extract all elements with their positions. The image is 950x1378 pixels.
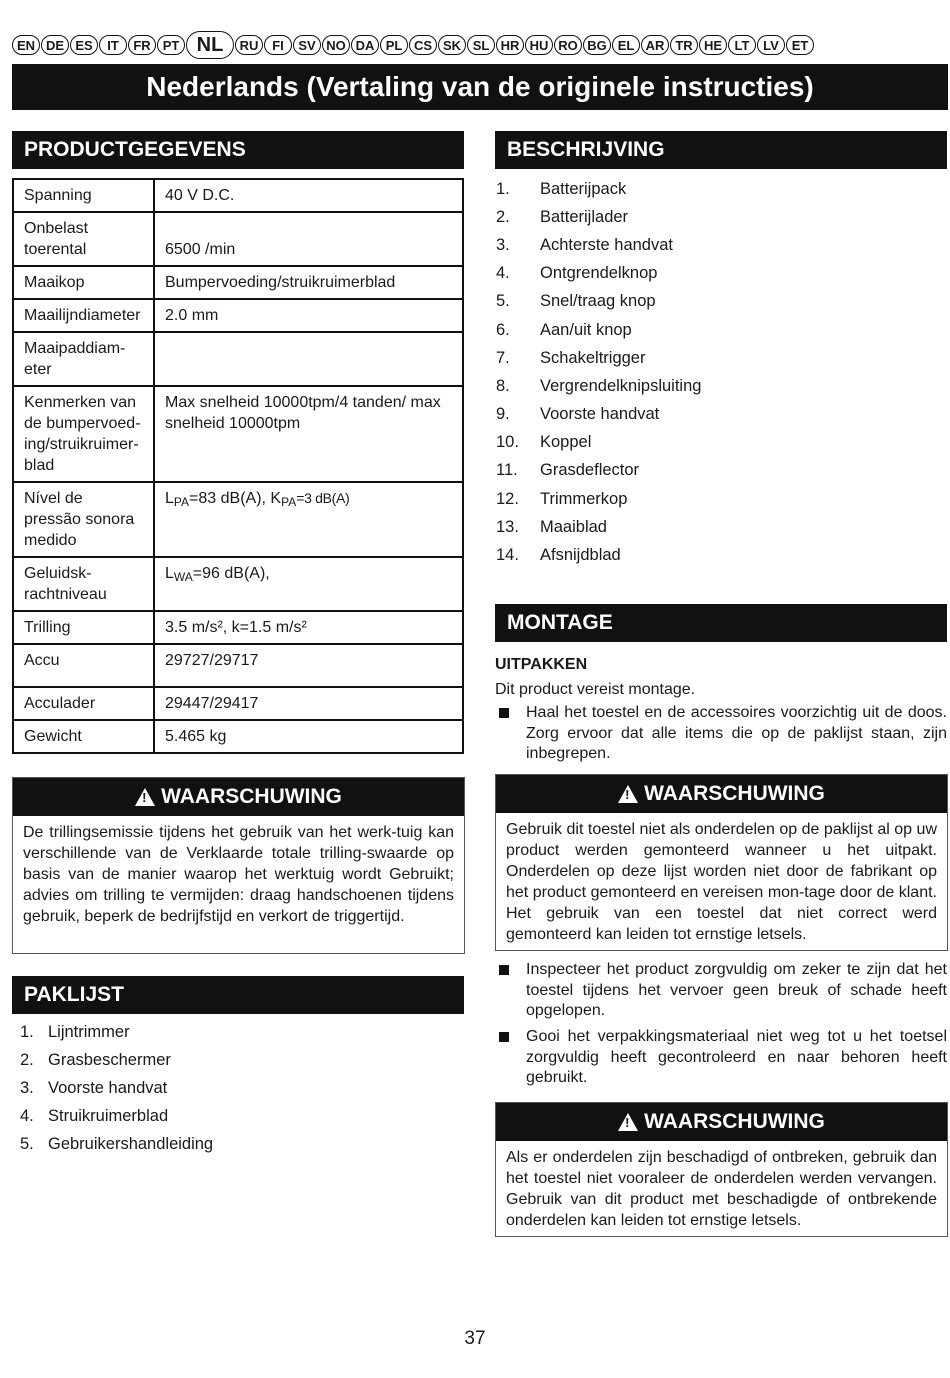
uitpakken-subheading: UITPAKKEN	[495, 656, 588, 673]
list-item-text: Struikruimerblad	[48, 1107, 169, 1126]
table-row	[13, 720, 463, 753]
list-item-text: Maaiblad	[540, 517, 607, 536]
language-tab-hu[interactable]: HU	[525, 35, 553, 55]
list-item-number: 7.	[496, 348, 510, 367]
spec-value: 29447/29417	[154, 687, 463, 720]
list-item-text: Schakeltrigger	[540, 348, 646, 367]
list-item-text: Gebruikershandleiding	[48, 1135, 214, 1154]
language-tab-en[interactable]: EN	[12, 35, 40, 55]
table-row	[13, 299, 463, 332]
table-row	[13, 687, 463, 720]
language-tab-fi[interactable]: FI	[264, 35, 292, 55]
list-item	[496, 203, 701, 231]
list-item	[496, 457, 701, 485]
packing-list	[20, 1018, 213, 1159]
list-item-number: 8.	[496, 376, 510, 395]
spec-value: 5.465 kg	[154, 720, 463, 753]
language-tab-sl[interactable]: SL	[467, 35, 495, 55]
beschrijving-heading: BESCHRIJVING	[495, 131, 947, 169]
language-tab-sk[interactable]: SK	[438, 35, 466, 55]
list-item-number: 1.	[20, 1022, 34, 1041]
language-tab-tr[interactable]: TR	[670, 35, 698, 55]
warning-box-assembly	[495, 774, 948, 951]
spec-value: $L_{WA}=96$ dB(A),	[154, 557, 463, 611]
list-item-number: 10.	[496, 433, 519, 452]
language-tab-ar[interactable]: AR	[641, 35, 669, 55]
spec-key: Onbelast toerental	[13, 212, 154, 266]
list-item-number: 14.	[496, 546, 519, 565]
warning-title: WAARSCHUWING	[644, 782, 825, 805]
language-tab-pl[interactable]: PL	[380, 35, 408, 55]
language-tab-es[interactable]: ES	[70, 35, 98, 55]
list-item-text: Trimmerkop	[540, 489, 628, 508]
bullet-square-icon	[499, 965, 509, 975]
list-item	[496, 485, 701, 513]
language-tabs	[12, 34, 946, 56]
list-item-text: Vergrendelknipsluiting	[540, 376, 702, 395]
page-title: Nederlands (Vertaling van de originele instructies)	[12, 64, 948, 110]
list-item-text: Batterijpack	[540, 179, 627, 198]
language-tab-fr[interactable]: FR	[128, 35, 156, 55]
list-item-text: Voorste handvat	[48, 1078, 168, 1097]
warning-header	[496, 1103, 947, 1141]
language-tab-bg[interactable]: BG	[583, 35, 611, 55]
list-item	[496, 372, 701, 400]
spec-key: Maaipaddiam-eter	[13, 332, 154, 386]
description-list	[496, 175, 701, 570]
bullet-square-icon	[499, 1032, 509, 1042]
montage-heading: MONTAGE	[495, 604, 947, 642]
list-item-text: Achterste handvat	[540, 235, 673, 254]
spec-value: Max snelheid 10000tpm/4 tanden/ max snelheid 10000tpm	[154, 386, 463, 482]
spec-table	[12, 178, 464, 754]
list-item	[496, 231, 701, 259]
warning-text: De trillingsemissie tijdens het gebruik van het werk-tuig kan verschillende van de Verklaarde totale trilling-swaarde op basis van de manier waarop het werktuig wordt Gebruikt; advies om trilling te vermijden: draag handschoenen tijdens gebruik, beperk de bedrijfstijd en verkort de triggertijd.	[23, 824, 454, 925]
language-tab-sv[interactable]: SV	[293, 35, 321, 55]
table-row	[13, 611, 463, 644]
language-tab-cs[interactable]: CS	[409, 35, 437, 55]
table-row	[13, 386, 463, 482]
spec-value: 2.0 mm	[154, 299, 463, 332]
language-tab-el[interactable]: EL	[612, 35, 640, 55]
list-item-text: Koppel	[540, 433, 592, 452]
language-tab-hr[interactable]: HR	[496, 35, 524, 55]
list-item	[20, 1131, 213, 1159]
warning-text: Als er onderdelen zijn beschadigd of ontbreken, gebruik dan het toestel niet vooraleer de onderdelen werden vervangen. Gebruik van dit product met beschadigde of ontbrekende onderdelen kan leiden tot ernstige letsels.	[506, 1149, 937, 1229]
list-item-text: Grasbeschermer	[48, 1050, 171, 1069]
language-tab-no[interactable]: NO	[322, 35, 350, 55]
list-item-number: 11.	[496, 461, 518, 480]
spec-key: Nível de pressão sonora medido	[13, 482, 154, 557]
table-row	[13, 266, 463, 299]
language-tab-de[interactable]: DE	[41, 35, 69, 55]
warning-triangle-icon	[618, 1113, 638, 1131]
list-item-text: Afsnijdblad	[540, 546, 621, 565]
spec-value	[154, 332, 463, 386]
language-tab-lt[interactable]: LT	[728, 35, 756, 55]
warning-box-vibration	[12, 777, 465, 954]
list-item	[496, 316, 701, 344]
list-item	[496, 429, 701, 457]
language-tab-da[interactable]: DA	[351, 35, 379, 55]
list-item-text: Ontgrendelknop	[540, 264, 658, 283]
warning-text: Gebruik dit toestel niet als onderdelen op de paklijst al op uw product werden gemonteerd wanneer u het uitpakt. Onderdelen op deze lijst worden niet door de fabrikant op het product gemonteerd en vereisen mon-tage door de klant. Het gebruik van een toestel dat niet correct werd gemonteerd kan leiden tot ernstige letsels.	[506, 821, 937, 943]
spec-value: 40 V D.C.	[154, 179, 463, 212]
list-item	[20, 1018, 213, 1046]
montage-intro: Dit product vereist montage.	[495, 681, 696, 698]
list-item-number: 6.	[496, 320, 510, 339]
table-row	[13, 332, 463, 386]
warning-box-damaged-parts	[495, 1102, 948, 1237]
warning-triangle-icon	[618, 785, 638, 803]
table-row	[13, 482, 463, 557]
list-item-text: Voorste handvat	[540, 405, 660, 424]
productgegevens-heading: PRODUCTGEGEVENS	[12, 131, 464, 169]
list-item-text: Grasdeflector	[540, 461, 640, 480]
language-tab-ro[interactable]: RO	[554, 35, 582, 55]
table-row	[13, 212, 463, 266]
list-item	[20, 1103, 213, 1131]
spec-key: Geluidsk-rachtniveau	[13, 557, 154, 611]
list-item-number: 5.	[20, 1135, 34, 1154]
list-item-number: 3.	[496, 235, 510, 254]
spec-value: Bumpervoeding/struikruimerblad	[154, 266, 463, 299]
spec-key: Maailijndiameter	[13, 299, 154, 332]
list-item-number: 2.	[496, 207, 510, 226]
bullet-text: Gooi het verpakkingsmateriaal niet weg tot u het toetsel zorgvuldig heeft gecontroleerd en naar behoren heeft gebruikt.	[526, 1028, 947, 1086]
list-item-number: 1.	[496, 179, 510, 198]
spec-key: Trilling	[13, 611, 154, 644]
spec-value: 6500 /min	[154, 212, 463, 266]
list-item-number: 4.	[20, 1107, 34, 1126]
language-tab-it[interactable]: IT	[99, 35, 127, 55]
language-tab-lv[interactable]: LV	[757, 35, 785, 55]
table-row	[13, 557, 463, 611]
table-row	[13, 644, 463, 687]
list-item-text: Snel/traag knop	[540, 292, 656, 311]
spec-value: 29727/29717	[154, 644, 463, 687]
list-item-text: Aan/uit knop	[540, 320, 632, 339]
language-tab-he[interactable]: HE	[699, 35, 727, 55]
list-item	[20, 1046, 213, 1074]
list-item	[20, 1074, 213, 1102]
list-item	[496, 288, 701, 316]
spec-key: Gewicht	[13, 720, 154, 753]
warning-triangle-icon	[135, 788, 155, 806]
list-item	[496, 260, 701, 288]
list-item	[496, 401, 701, 429]
bullet-text: Inspecteer het product zorgvuldig om zeker te zijn dat het toestel tijdens het vervoer geen breuk of schade heeft opgelopen.	[526, 961, 947, 1019]
language-tab-et[interactable]: ET	[786, 35, 814, 55]
spec-key: Kenmerken van de bumpervoed-ing/struikruimer-blad	[13, 386, 154, 482]
bullet-item	[495, 703, 947, 765]
list-item	[496, 513, 701, 541]
warning-header	[13, 778, 464, 816]
list-item-number: 9.	[496, 405, 510, 424]
table-row	[13, 179, 463, 212]
page-number: 37	[464, 1328, 486, 1349]
list-item	[496, 175, 701, 203]
list-item	[496, 344, 701, 372]
bullet-text: Haal het toestel en de accessoires voorzichtig uit de doos. Zorg ervoor dat alle items die op de paklijst staan, zijn inbegrepen.	[526, 704, 947, 762]
list-item-number: 4.	[496, 264, 510, 283]
list-item-number: 12.	[496, 489, 519, 508]
spec-key: Accu	[13, 644, 154, 687]
warning-title: WAARSCHUWING	[161, 785, 342, 808]
list-item	[496, 541, 701, 569]
list-item-number: 2.	[20, 1050, 34, 1069]
language-tab-nl[interactable]: NL	[186, 31, 234, 59]
list-item-number: 3.	[20, 1078, 34, 1097]
spec-key: Maaikop	[13, 266, 154, 299]
language-tab-ru[interactable]: RU	[235, 35, 263, 55]
language-tab-pt[interactable]: PT	[157, 35, 185, 55]
list-item-number: 13.	[496, 517, 519, 536]
bullet-square-icon	[499, 708, 509, 718]
paklijst-heading: PAKLIJST	[12, 976, 464, 1014]
list-item-text: Lijntrimmer	[48, 1022, 130, 1041]
bullet-item	[495, 960, 947, 1022]
spec-key: Spanning	[13, 179, 154, 212]
bullet-item	[495, 1027, 947, 1089]
warning-title: WAARSCHUWING	[644, 1110, 825, 1133]
list-item-text: Batterijlader	[540, 207, 629, 226]
spec-value: 3.5 m/s², k=1.5 m/s²	[154, 611, 463, 644]
spec-value: $L_{PA}=83$ dB(A), $K_{PA}=3$ dB(A)	[154, 482, 463, 557]
spec-key: Acculader	[13, 687, 154, 720]
warning-header	[496, 775, 947, 813]
list-item-number: 5.	[496, 292, 510, 311]
